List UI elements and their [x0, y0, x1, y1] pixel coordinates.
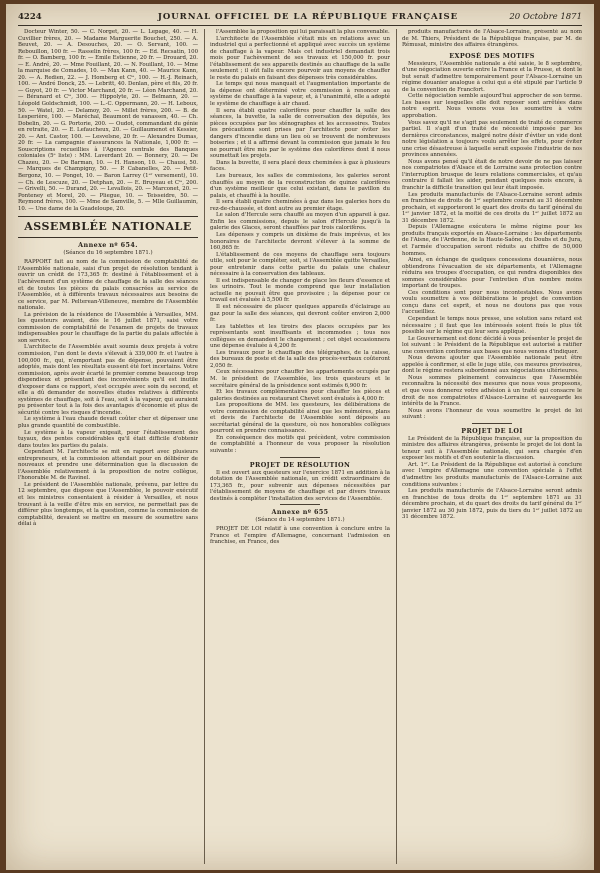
paragraph: La prévision de la résidence de l'Assemblée à Versailles, MM. les questeurs avaient, dès le 16 juillet 1871, saisi votre commission de comptabilité de l'examen de projets de travaux indispensables pour le chauffage de la partie du palais affectée à son service.: [18, 311, 198, 344]
paragraph: Nous avons pensé qu'il était de notre devoir de ne pas laisser nos compatriotes d'Alsace et de Lorraine sans protection contre l'interruption brusque de leurs relations commerciales, et qu'au contraire il fallait les aider, pendant quelques mois encore, à franchir la difficile transition qui leur était imposée.: [402, 158, 582, 192]
paragraph: Nous devons ajouter que l'Assemblée nationale peut être appelée à confirmer, si elle le juge utile, ces mesures provisoires, dont le régime restera subordonné aux négociations ultérieures.: [402, 355, 582, 375]
column-rule-2: [396, 29, 397, 864]
paragraph: Il est indispensable de changer de place les fleurs d'essence et les urinoirs. Tout le monde comprend que leur installation actuelle ne pouvait être que provisoire ; la dépense pour ce travail est évaluée à 5,500 fr.: [210, 277, 390, 304]
paragraph: l'Assemblée la proposition qui lui paraissait la plus convenable.: [216, 29, 390, 35]
paragraph: Cette négociation semble aujourd'hui approcher de son terme. Les bases sur lesquelles elle doit reposer sont arrêtées dans notre esprit. Nous venons vous les soumettre à votre approbation.: [402, 93, 582, 120]
paragraph: Nous sommes pleinement convaincus que l'Assemblée reconnaîtra la nécessité des mesures que nous vous proposons, et que vous donnerez votre adhésion à un traité qui consacre le droit de nos compatriotes d'Alsace-Lorraine et sauvegarde les intérêts de la France.: [402, 374, 582, 408]
paragraph: Il sera établi quatre calorifères pour chauffer la salle des séances, la buvette, la salle de conversation des députés, les pièces occupées par les sténographes et les accessoires. Toutes les précautions sont prises par l'architecte pour éviter les dangers d'incendie dans un lieu où se trouvent de nombreuses boiseries ; et il a affirmé devant la commission que jamais le feu ne pourrait être mis par le système des calorifères dont il nous soumettait les projets.: [210, 107, 390, 160]
journal-title: JOURNAL OFFICIEL DE LA RÉPUBLIQUE FRANÇAISE: [157, 12, 459, 22]
page-number: 4224: [18, 12, 42, 22]
divider: [472, 423, 512, 424]
paragraph: Art. 1ᵉʳ. Le Président de la République est autorisé à conclure avec l'empire d'Allemagne une convention spéciale à l'effet d'admettre les produits manufacturés de l'Alsace-Lorraine aux conditions suivantes :: [402, 461, 582, 488]
column-2: [210, 29, 390, 864]
paragraph: Cependant le temps nous presse, une solution sans retard est nécessaire ; il faut que les intéressés soient fixés le plus tôt possible sur le régime qui leur sera appliqué.: [402, 315, 582, 336]
column-1: [18, 29, 198, 864]
paragraph: Ainsi, en échange de quelques concessions douanières, nous obtiendrons l'évacuation de six départements, et l'Allemagne réduira ses troupes d'occupation, ce qui rendra disponibles des sommes considérables pour l'entretien d'un nombre moins important de troupes.: [402, 257, 582, 290]
paragraph: L'architecte de l'Assemblée avait soumis deux projets à votre commission, l'un dont le devis s'élevait à 339,000 fr. et l'autre à 100,000 fr., qui, n'emportant pas de dépense, pouvaient être adoptés, mais dont les résultats eussent été fort incertains. Votre commission, après avoir écarté le premier comme beaucoup trop dispendieux et présentant des inconvénients qu'il est inutile d'exposer dans ce rapport, s'est occupée avec soin du second, et elle a dû demander de nouvelles études relatives à différents systèmes de chauffage, soit à l'eau, soit à la vapeur, qui auraient pu présenter tout à la fois des avantages d'économie et plus de sécurité contre les risques d'incendie.: [18, 344, 198, 416]
expose-heading: EXPOSÉ DES MOTIFS: [449, 51, 535, 60]
paragraph: Nous avons l'honneur de vous soumettre le projet de loi suivant :: [402, 407, 582, 421]
divider: [280, 504, 320, 505]
masthead-rule: [18, 25, 582, 26]
paragraph: Le Gouvernement est donc décidé à vous présenter le projet de loi suivant : le Président de la République est autorisé à ratifier une convention conforme aux bases que nous venons d'indiquer.: [402, 335, 582, 355]
paragraph: Et les travaux complémentaires pour chauffer les pièces et galeries destinées au restaurant Chevet sont évalués à 4,000 fr.: [210, 389, 390, 402]
paragraph: Le président de l'Assemblée nationale, prévenu, par lettre du 12 septembre, que dispose que l'Assemblée, le pouvoir exécutif et les ministres consentaient à résider à Versailles, et nous trouvant à la veille d'être mis en service, ne permettait pas de différer plus longtemps, et la question, comme la commission de comptabilité, devaient se mettre en mesure de soumettre sans délai à: [18, 481, 198, 528]
column-3: [402, 29, 582, 864]
paragraph: Depuis l'Allemagne exécutera le même régime pour les produits français exportés en Alsace-Lorraine : les départements de l'Aisne, de l'Ardenne, de la Haute-Saône, du Doubs et du Jura, et l'armée d'occupation seront réduits au chiffre de 50,000 hommes.: [402, 224, 582, 257]
resolution-heading: PROJET DE RÉSOLUTION: [249, 460, 351, 469]
paragraph: Le système à l'eau chaude devait coûter cher et dépenser une plus grande quantité de combustible.: [18, 416, 198, 429]
paragraph: Les produits manufacturés de l'Alsace-Lorraine seront admis en franchise de droits de 1ᵉʳ septembre courant au 31 décembre prochain, et supporteront le quart des droits du tarif général du 1ᵉʳ janvier 1872, et la moitié de ces droits du 1ᵉʳ juillet 1872 au 31 décembre 1872.: [402, 191, 582, 224]
issue-date: 20 Octobre 1871: [509, 12, 582, 22]
paragraph: Les dépenses y compris un dixième de frais imprévus, et les honoraires de l'architecte devront s'élever à la somme de 160,865 fr.: [210, 231, 390, 252]
subscription-list: Docteur Winter, 50. — C. Norget, 20. — L. Lepage, 40. — H. Cuvillier frères, 20. — Madame Marguerite Bouchet, 250. — A. Beuvet, 20. — A. Desouches, 20. — O. Servant, 100. — Rebouillon, 100 fr. — Rasselin frères, 100 fr. — Ed. Recsatin, 100 fr. — O. Bamberg, 100 fr. — Emile Estienne, 20 fr. — Drouard, 20. — E. André, 20. — Mme Fouillant, 20. — N. Fouillant, 10. — Mme la marquise de Comades, 10. — Max Kann, 40. — Maurice Kann, 20. — A. Redien, 22. — J. Homberg et Cⁱᵉ, 100. — H.-J. Reinach, 100. — André Donck, 25. — Lebritt, 40. Denlan, père et fils, 20 fr. — Guyot, 20 fr. — Victor Marchand, 20 fr. — Léon Marchand, 20. — Béranard et Cⁱᵉ, 300. — Hippolyte, 20. — Belmann, 20. — Léopold Goldschmidt, 100. — L.-C. Oppermann, 20. — H. Leboux, 50. — Watel, 20. — Delamoy, 20. — Millet frères, 200. — B. de Lesperière, 100. — Maréchal, Beaumont de vanassen, 40. — Ch. Dobelin, 20. — G. Portorie, 200. — Oudot, commandant du génie en retraite, 20. — E. Lefaucheux, 20. — Guillaumenot et Kessier, 20. — Ant. Castor, 100. — Lesvelsne, 20 fr. — Alexandre Dumas, 20 fr. — La campagnie d'assurances la Nationale, 1,000 fr. — Souscriptions recueillies à l'Agence centrale des Banques coloniales (5ᵉ liste) : MM. Laverdant 20. — Bonnery, 20. — De Chazeu, 20. — De Barman, 10. — H. Hanson, 10. — Chausi, 50. — Marques de Champigny, 50. — P. Cabanelles, 20. — Petit-Bergonz, 10. — Ponget, 10. — Baron Larrey (1ᵉʳ versement), 10. — Ch. de Lescuze, 20. — Detphan, 20. — E. Bruyeau et Cⁱᵉ, 200. — Grivelli, 50. — Durand, 20. — Levallois, 20. — Marconet, 20. — Ponteney et Morel, 20. — Pliegue, 10. — Teisseidre, 50. — Reymond frères, 100. — Mme de Samville, 5. — Mlle Guillaumin, 10. — Une dame de la Guadeloupe, 20.: [18, 29, 198, 212]
annexe-seance: (Séance du 14 septembre 1871.): [255, 517, 345, 524]
resolution-text: Il est ouvert aux questeurs sur l'exercice 1871 en addition à la dotation de l'Assemblée nationale, un crédit extraordinaire de 173,365 fr., pour subvenir aux dépenses nécessitées par l'établissement de moyens de chauffage et par divers travaux destinés à compléter l'installation des services de l'Assemblée.: [210, 469, 390, 502]
projet-heading: PROJET DE LOI: [461, 426, 523, 435]
paragraph: Le système à la vapeur exigeait, pour l'établissement des tuyaux, des pentes considérables qu'il était difficile d'obtenir dans toutes les parties du palais.: [18, 429, 198, 449]
paragraph: Dans la buvette, il sera placé deux cheminées à gaz à plusieurs faces.: [210, 159, 390, 173]
paragraph: Il est nécessaire de placer quelques appareils d'éclairage au gaz pour la salle des séances, qui devront coûter environ 2,000 fr.: [210, 303, 390, 324]
paragraph: RAPPORT fait au nom de la commission de comptabilité de l'Assemblée nationale, saisi d'un projet de résolution tendant à ouvrir un crédit de 173,365 fr. destiné à l'établissement et à l'achèvement d'un système de chauffage de la salle des séances et de toutes les pièces du palais consacrées au service de l'Assemblée, et à différents travaux nécessaires aux besoins de ce service, par M. Pelterean-Villeneuve, membre de l'Assemblée nationale.: [18, 259, 198, 312]
paragraph: En conséquence des motifs qui précèdent, votre commission de comptabilité a l'honneur de vous proposer la résolution suivante :: [210, 434, 390, 454]
paragraph: Les produits manufacturés de l'Alsace-Lorraine seront admis en franchise de tous droits du 1ᵉʳ septembre 1871 au 31 décembre prochain, et du quart des droits du tarif général du 1ᵉʳ janvier 1872 au 30 juin 1872, puis du tiers du 1ᵉʳ juillet 1872 au 31 décembre 1872.: [402, 488, 582, 521]
paragraph: Vous savez qu'il ne s'agit pas seulement de traité de commerce partiel. Il s'agit d'un traité de nécessité imposée par les dernières circonstances, malgré notre désir d'éviter un vide dont notre législation a toujours voulu arrêter les effets, pour éviter une crise désastreuse à laquelle serait exposée l'industrie de nos provinces annexées.: [402, 119, 582, 159]
paragraph: Messieurs, l'Assemblée nationale a été saisie, le 8 septembre, d'une négociation ouverte entre la France et la Prusse, et dont le but serait d'admettre temporairement pour l'Alsace-Lorraine un régime douanier analogue à celui qui a été stipulé par l'article 9 de la convention de Francfort.: [402, 60, 582, 93]
paragraph: Les travaux pour le chauffage des télégraphes, de la caisse, des bureaux de poste et de la salle des procès-verbaux coûteront 2,050 fr.: [210, 349, 390, 369]
annexe-title: Annexe nº 655: [271, 508, 329, 517]
projet-text: PROJET DE LOI relatif à une convention à conclure entre la France et l'empire d'Allemagne, concernant l'admission en franchise, en France, des: [210, 526, 390, 546]
paragraph: L'établissement de ces moyens de chauffage sera toujours utile, soit pour le compléter, soit, si l'Assemblée quitte Versailles, pour entretenir dans cette partie du palais une chaleur nécessaire à la conservation des tableaux.: [210, 251, 390, 278]
paragraph: Ceux nécessaires pour chauffer les appartements occupés par M. le président de l'Assemblée, les trois questeurs et le secrétaire général de la présidence sont estimés 6,900 fr.: [210, 369, 390, 389]
masthead: [18, 10, 582, 24]
paragraph: Les propositions de MM. les questeurs, les délibérations de votre commission de comptabilité ainsi que les mémoires, plans et devis de l'architecte de l'Assemblée sont déposés au secrétariat général de la questure, où nos honorables collègues pourront en prendre connaissance.: [210, 402, 390, 435]
annexe-title: Annexe nº 654.: [78, 241, 138, 250]
newspaper-page: [6, 4, 594, 870]
paragraph: Les tablettes et les tiroirs des places occupées par les représentants sont insuffisants et incommodes ; tous nos collègues en demandent le changement ; cet objet occasionnera une dépense évaluée à 4,200 fr.: [210, 323, 390, 350]
divider: [280, 457, 320, 458]
annexe-seance: (Séance du 16 septembre 1871.): [63, 250, 153, 257]
paragraph: Le Président de la République française, sur la proposition du ministre des affaires étrangères, présente le projet de loi dont la teneur suit à l'Assemblée nationale, qui sera chargée d'en exposer les motifs et d'en soutenir la discussion.: [402, 435, 582, 462]
paragraph: L'architecte de l'Assemblée s'était mis en relations avec un industriel qui a perfectionné et appliqué avec succès un système de chauffage à la vapeur. Mais cet industriel demandait trois mois pour l'achèvement de ses travaux et 150,000 fr. pour l'établissement de ses appareils destinés au chauffage de la salle seulement ; il eût fallu encore pourvoir aux moyens de chauffer le reste du palais en faisant des dépenses très considérables.: [210, 35, 390, 81]
paragraph: Le temps qui nous manquait et l'augmentation importante de la dépense ont déterminé votre commission à renoncer au système de chauffage à la vapeur, et, à l'unanimité, elle a adopté le système de chauffage à air chaud.: [210, 81, 390, 108]
paragraph: Les bureaux, les salles de commissions, les galeries seront chauffés au moyen de la reconstruction de quinze calorifères d'un système meilleur que celui existant, dans le pavillon du palais, et chauffé à la houille.: [210, 173, 390, 199]
paragraph: Le salon d'Hercule sera chauffé au moyen d'un appareil à gaz. Enfin les commissions, depuis le salon d'Hercule jusqu'à la galerie des Glaces, seront chauffées par trois calorifères.: [210, 212, 390, 232]
paragraph: Il sera établi quatre cheminées à gaz dans les galeries hors du rez-de-chaussée, et dont autre au premier étage.: [210, 199, 390, 212]
column-rule-1: [204, 29, 205, 864]
opening-text: produits manufacturés de l'Alsace-Lorraine, présenté au nom de M. Thiers, Président de la République française, par M. de Rémusat, ministre des affaires étrangères.: [402, 29, 582, 49]
section-heading: ASSEMBLÉE NATIONALE: [18, 216, 198, 238]
paragraph: Cependant M. l'architecte se mit en rapport avec plusieurs entrepreneurs, et la commission attendait pour en délibérer de nouveaux et prendre une détermination que la discussion de l'Assemblée relativement à la proposition de notre collègue, l'honorable M. de Ravinel.: [18, 449, 198, 482]
paragraph: Ces conditions sont pour nous incontestables. Nous avons voulu soumettre à vos délibérations le projet de convention conçu dans cet esprit, et nous ne doutons pas que vous l'accueilliez.: [402, 289, 582, 316]
